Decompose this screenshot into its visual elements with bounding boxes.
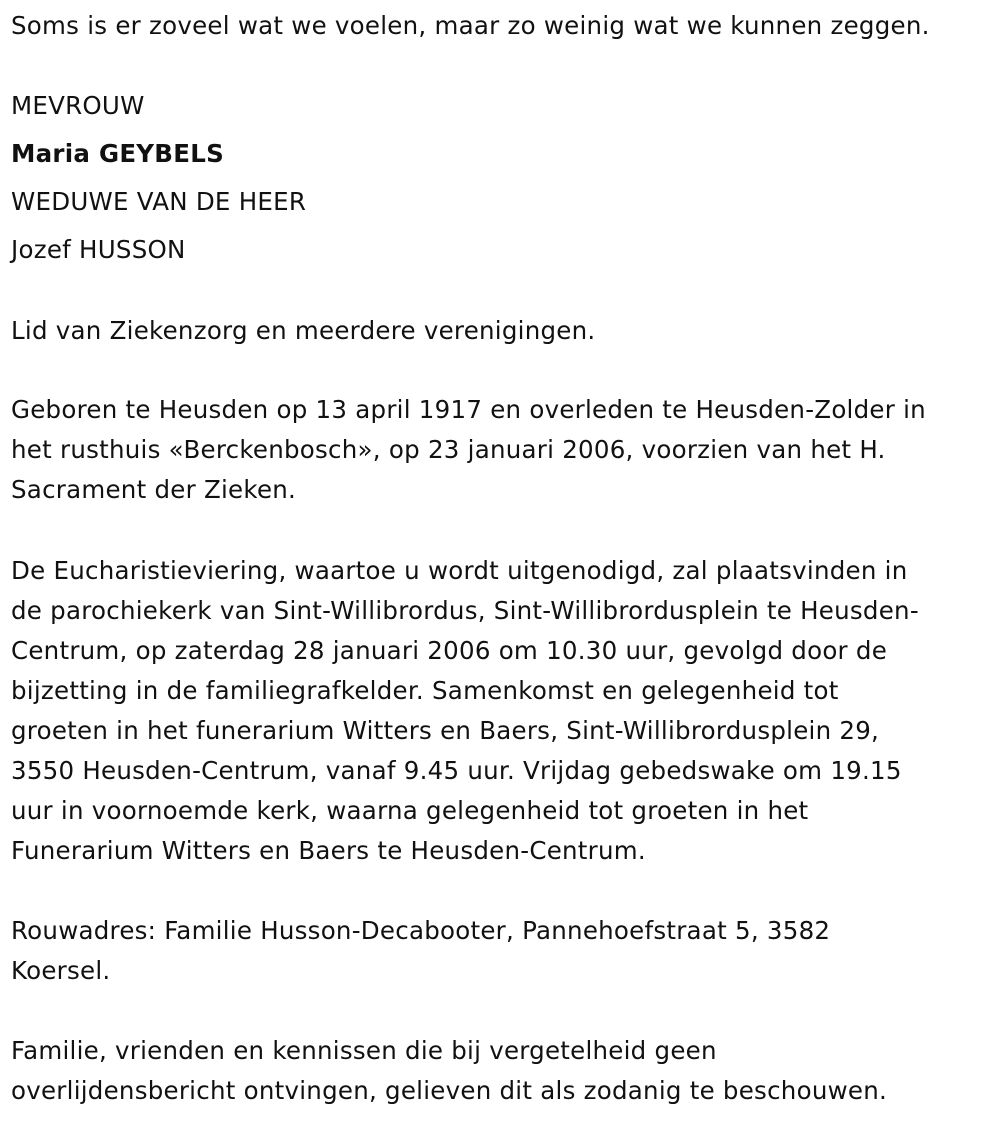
paragraph-line: De Eucharistieviering, waartoe u wordt uitgenodigd, zal plaatsvinden in [11,556,908,585]
deceased-title: MEVROUW [11,91,145,120]
paragraph-line: het rusthuis «Berckenbosch», op 23 januari 2006, voorzien van het H. [11,435,886,464]
paragraph-line: Sacrament der Zieken. [11,475,297,504]
spouse-name: Jozef HUSSON [11,235,186,264]
mourning-address-paragraph [11,911,830,991]
notice-paragraph [11,1031,887,1111]
paragraph-line: de parochiekerk van Sint-Willibrordus, Sint-Willibrordusplein te Heusden- [11,596,919,625]
paragraph-line: Familie, vrienden en kennissen die bij vergetelheid geen [11,1036,717,1065]
paragraph-line: Geboren te Heusden op 13 april 1917 en overleden te Heusden-Zolder in [11,395,926,424]
paragraph-line: groeten in het funerarium Witters en Baers, Sint-Willibrordusplein 29, [11,716,880,745]
paragraph-line: overlijdensbericht ontvingen, gelieven dit als zodanig te beschouwen. [11,1076,888,1105]
paragraph-line: Funerarium Witters en Baers te Heusden-Centrum. [11,836,646,865]
birth-death-paragraph [11,390,926,510]
paragraph-line: 3550 Heusden-Centrum, vanaf 9.45 uur. Vrijdag gebedswake om 19.15 [11,756,902,785]
deceased-name: Maria GEYBELS [11,139,224,168]
membership-paragraph [11,311,595,351]
paragraph-line: Koersel. [11,956,111,985]
paragraph-line: Rouwadres: Familie Husson-Decabooter, Pannehoefstraat 5, 3582 [11,916,831,945]
paragraph-line: uur in voornoemde kerk, waarna gelegenheid tot groeten in het [11,796,809,825]
membership-line: Lid van Ziekenzorg en meerdere verenigingen. [11,316,596,345]
paragraph-line: bijzetting in de familiegrafkelder. Samenkomst en gelegenheid tot [11,676,839,705]
paragraph-line: Centrum, op zaterdag 28 januari 2006 om 10.30 uur, gevolgd door de [11,636,888,665]
ceremony-paragraph [11,551,919,871]
opening-quote: Soms is er zoveel wat we voelen, maar zo weinig wat we kunnen zeggen. [11,11,930,40]
relation-line: WEDUWE VAN DE HEER [11,187,307,216]
